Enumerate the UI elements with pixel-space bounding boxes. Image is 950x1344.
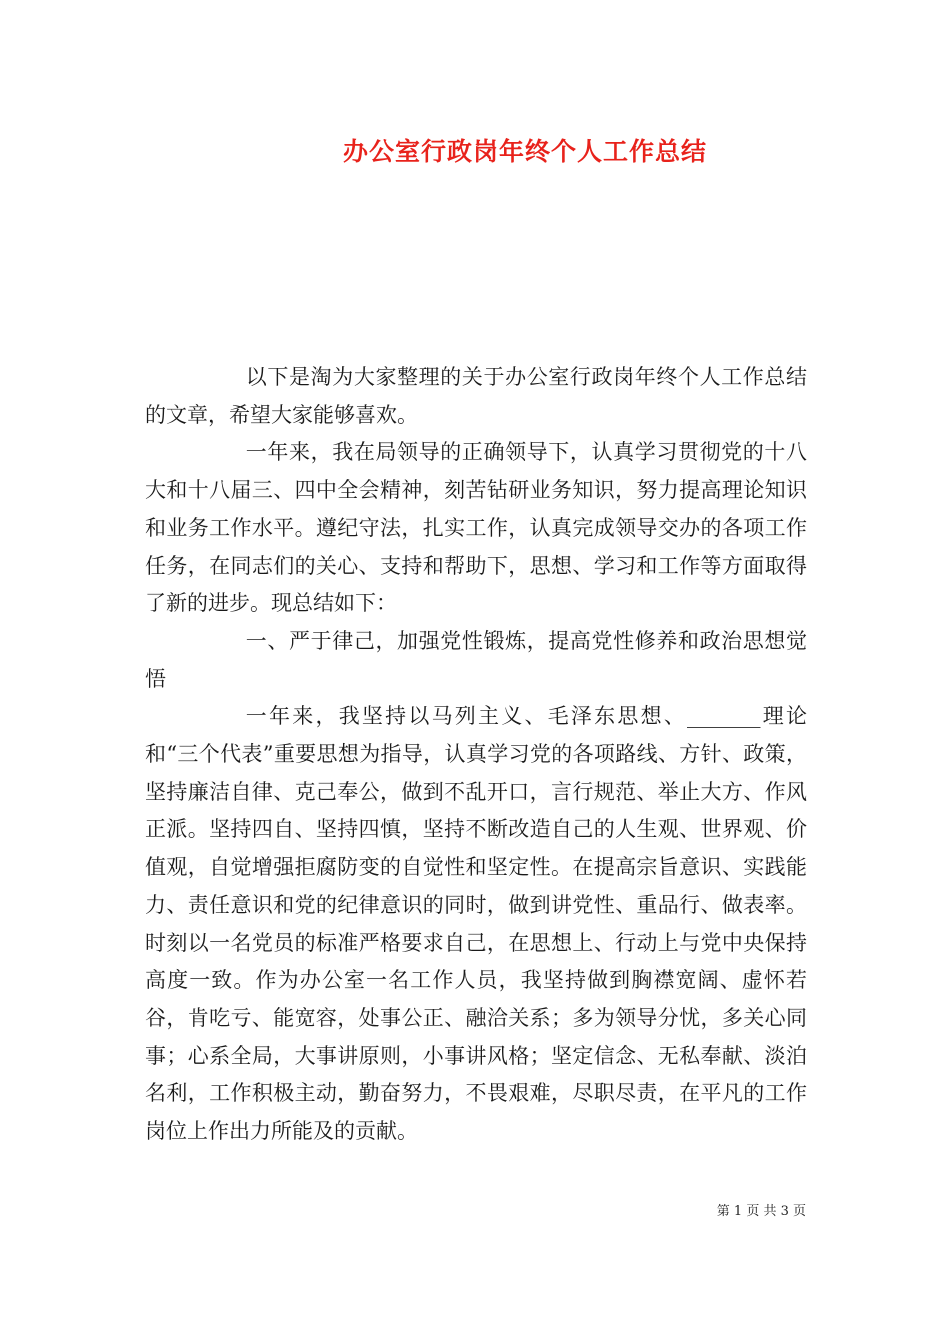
paragraph-section-1: 一年来，我坚持以马列主义、毛泽东思想、_______理论和“三个代表”重要思想为指导，认真学习党的各项路线、方针、政策，坚持廉洁自律、克己奉公，做到不乱开口，言行规范、举止大方、作风正派。坚持四自、坚持四慎，坚持不断改造自己的人生观、世界观、价值观，自觉增强拒腐防变的自觉性和坚定性。在提高宗旨意识、实践能力、责任意识和党的纪律意识的同时，做到讲党性、重品行、做表率。时刻以一名党员的标准严格要求自己，在思想上、行动上与党中央保持高度一致。作为办公室一名工作人员，我坚持做到胸襟宽阔、虚怀若谷，肯吃亏、能宽容，处事公正、融洽关系；多为领导分忧，多关心同事；心系全局，大事讲原则，小事讲风格；坚定信念、无私奉献、淡泊名利，工作积极主动，勤奋努力，不畏艰难，尽职尽责，在平凡的工作岗位上作出力所能及的贡献。 bbox=[145, 704, 807, 1144]
document-title: 办公室行政岗年终个人工作总结 bbox=[342, 137, 707, 166]
paragraph-intro: 以下是淘为大家整理的关于办公室行政岗年终个人工作总结的文章，希望大家能够喜欢。 bbox=[145, 365, 807, 427]
section-heading-1: 一、严于律己，加强党性锻炼，提高党性修养和政治思想觉悟 bbox=[145, 628, 807, 691]
page-number-footer: 第 1 页 共 3 页 bbox=[716, 1204, 806, 1219]
document-body bbox=[145, 359, 807, 1151]
paragraph-overview: 一年来，我在局领导的正确领导下，认真学习贯彻党的十八大和十八届三、四中全会精神，刻苦钻研业务知识，努力提高理论知识和业务工作水平。遵纪守法，扎实工作，认真完成领导交办的各项工作任务，在同志们的关心、支持和帮助下，思想、学习和工作等方面取得了新的进步。现总结如下： bbox=[145, 440, 807, 616]
